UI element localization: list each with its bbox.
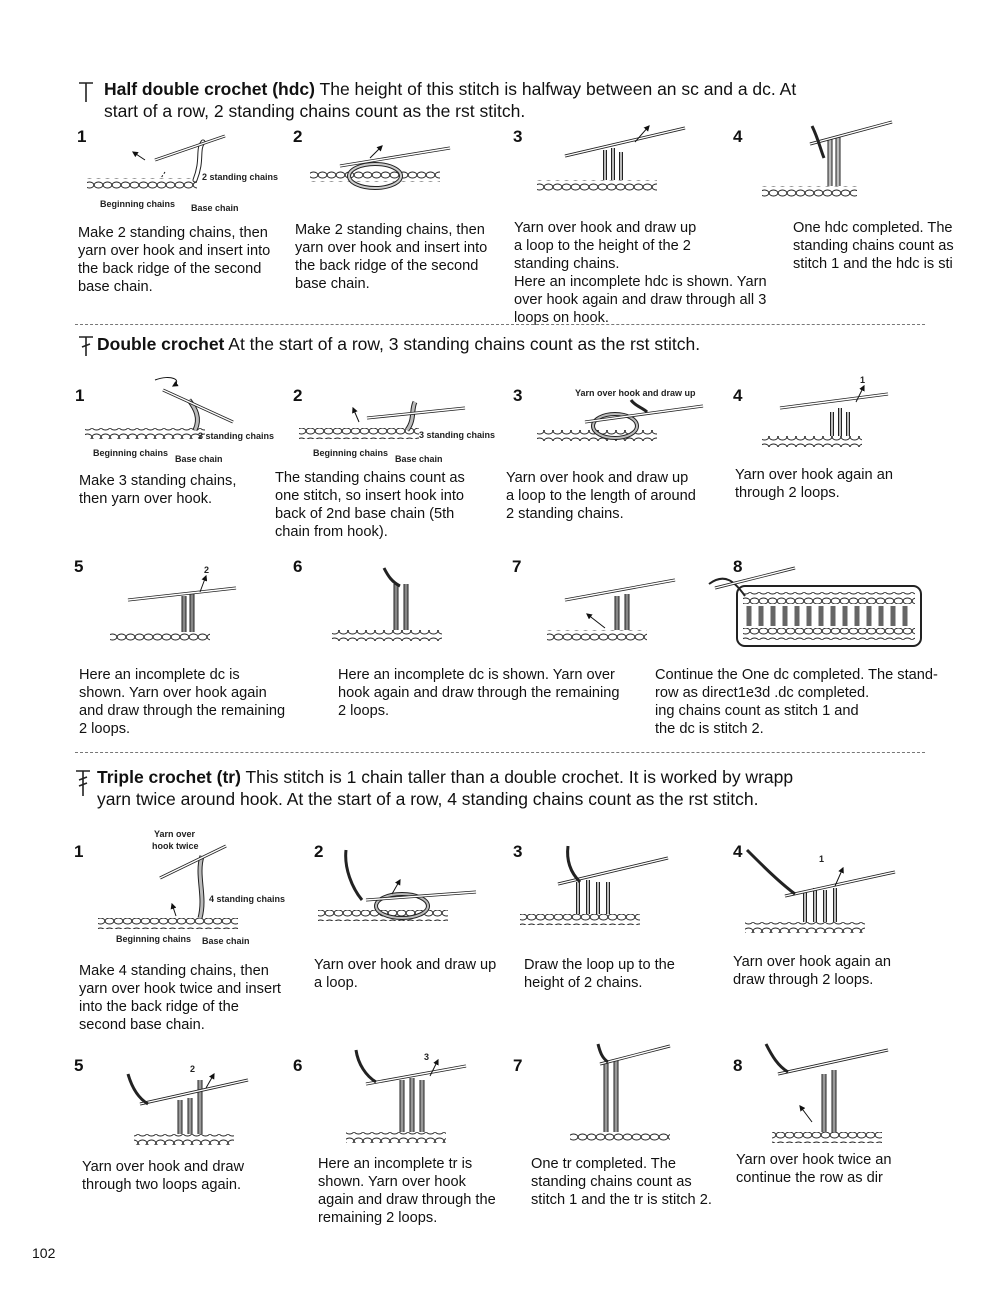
tr-step-2-caption: Yarn over hook and draw up a loop. <box>314 957 497 991</box>
hdc-step-1-caption: Make 2 standing chains, then yarn over hook and insert into the back ridge of the second base chain. <box>78 225 271 295</box>
dc-step-8-number: 8 <box>733 557 743 576</box>
tr-step-6-caption: Here an incomplete tr is shown. Yarn over hook again and draw through the remaining 2 loops. <box>318 1156 496 1226</box>
tr-step-5-illustration <box>120 1058 260 1148</box>
tr-step-1-caption: Make 4 standing chains, then yarn over hook twice and insert into the back ridge of the second base chain. <box>79 963 281 1033</box>
dc-step-1-label-beginning: Beginning chains <box>93 448 169 458</box>
dc-step-6-number: 6 <box>293 557 303 576</box>
tr-step-2-illustration <box>316 848 496 933</box>
divider-1 <box>75 324 925 325</box>
tr-step-1-label-hooktwice: hook twice <box>152 841 199 851</box>
hdc-step-4-illustration <box>760 118 910 208</box>
dc-symbol-icon <box>77 334 95 363</box>
tr-step-6-number: 6 <box>293 1056 303 1075</box>
hdc-step-3-number: 3 <box>513 127 523 146</box>
dc-step-3-number: 3 <box>513 386 523 405</box>
tr-step-1-illustration <box>96 826 296 951</box>
tr-step-1-label-base: Base chain <box>202 936 250 946</box>
hdc-title-bold: Half double crochet (hdc) <box>104 79 315 99</box>
tr-step-3-number: 3 <box>513 842 523 861</box>
tr-title-line2: yarn twice around hook. At the start of a row, 4 standing chains count as the rst stitch. <box>97 789 759 809</box>
tr-step-7-illustration <box>560 1042 680 1147</box>
dc-step-5-caption: Here an incomplete dc is shown. Yarn over hook again and draw through the remaining 2 loops. <box>79 667 286 737</box>
dc-step-2-label-standing: 3 standing chains <box>419 430 496 440</box>
dc-step-5-label: 2 <box>204 565 210 575</box>
hdc-step-3-illustration <box>535 122 715 202</box>
hdc-step-4-number: 4 <box>733 127 743 146</box>
tr-step-2-number: 2 <box>314 842 324 861</box>
hdc-step-1-label-beginning: Beginning chains <box>100 199 176 209</box>
dc-step-8-illustration <box>705 566 925 651</box>
tr-step-5-label: 2 <box>190 1064 196 1074</box>
tr-step-1-label-standing: 4 standing chains <box>209 894 286 904</box>
tr-step-6-illustration <box>336 1046 476 1146</box>
dc-step-5-illustration <box>108 562 248 647</box>
hdc-step-4-caption: One hdc completed. The standing chains count as stitch 1 and the hdc is sti <box>793 220 954 272</box>
hdc-step-2-illustration <box>300 140 500 210</box>
dc-step-2-caption: The standing chains count as one stitch, so insert hook into back of 2nd base chain (5th chain from hook). <box>275 470 465 540</box>
tr-step-1-label-yarnover: Yarn over <box>154 829 196 839</box>
dc-step-4-caption: Yarn over hook again an through 2 loops. <box>735 467 893 501</box>
divider-2 <box>75 752 925 753</box>
hdc-title-line2: start of a row, 2 standing chains count as the rst stitch. <box>104 101 526 121</box>
tr-step-6-label: 3 <box>424 1052 430 1062</box>
hdc-title-rest: The height of this stitch is halfway between an sc and a dc. At <box>314 79 797 99</box>
dc-title-rest: At the start of a row, 3 standing chains count as the rst stitch. <box>224 334 701 354</box>
dc-step-4-number: 4 <box>733 386 743 405</box>
dc-step-2-illustration <box>297 386 497 466</box>
tr-step-4-caption: Yarn over hook again an draw through 2 loops. <box>733 954 891 988</box>
tr-title <box>97 766 793 810</box>
dc-step-3-caption: Yarn over hook and draw up a loop to the length of around 2 standing chains. <box>506 470 696 522</box>
tr-step-3-illustration <box>518 842 698 932</box>
tr-step-4-illustration <box>735 846 915 941</box>
tr-step-7-number: 7 <box>513 1056 523 1075</box>
hdc-step-3-caption: Yarn over hook and draw up a loop to the height of the 2 standing chains. Here an incomplete hdc is shown. Yarn over hook again and draw through all 3 loops on hook. <box>514 220 767 326</box>
tr-step-5-number: 5 <box>74 1056 84 1075</box>
tr-step-4-number: 4 <box>733 842 743 861</box>
dc-title <box>97 333 700 355</box>
tr-step-4-label: 1 <box>819 854 825 864</box>
dc-step-7-illustration <box>545 562 695 647</box>
dc-step-1-caption: Make 3 standing chains, then yarn over hook. <box>79 473 237 507</box>
tr-step-8-caption: Yarn over hook twice an continue the row as dir <box>736 1152 892 1186</box>
dc-step-2-label-base: Base chain <box>395 454 443 464</box>
tr-step-1-number: 1 <box>74 842 84 861</box>
dc-step-3-illustration <box>535 386 715 456</box>
dc-step-5-number: 5 <box>74 557 84 576</box>
hdc-step-1-label-standing: 2 standing chains <box>202 172 279 182</box>
hdc-step-1-number: 1 <box>77 127 87 146</box>
hdc-step-1-illustration <box>85 130 285 220</box>
dc-step-1-illustration <box>83 372 283 467</box>
dc-step-6-illustration <box>330 566 470 651</box>
dc-step-1-label-base: Base chain <box>175 454 223 464</box>
hdc-step-1-label-base: Base chain <box>191 203 239 213</box>
tr-step-5-caption: Yarn over hook and draw through two loops again. <box>82 1159 244 1193</box>
hdc-step-2-number: 2 <box>293 127 303 146</box>
dc-step-1-label-standing: 3 standing chains <box>198 431 275 441</box>
tr-step-8-illustration <box>758 1040 908 1145</box>
dc-step-7-number: 7 <box>512 557 522 576</box>
dc-title-bold: Double crochet <box>97 334 225 354</box>
tr-step-1-label-beginning: Beginning chains <box>116 934 192 944</box>
tr-step-8-number: 8 <box>733 1056 743 1075</box>
tr-title-bold: Triple crochet (tr) <box>97 767 241 787</box>
dc-step-6-caption: Here an incomplete dc is shown. Yarn over hook again and draw through the remaining 2 loops. <box>338 667 620 719</box>
hdc-step-2-caption: Make 2 standing chains, then yarn over hook and insert into the back ridge of the second base chain. <box>295 222 488 292</box>
hdc-title <box>104 78 796 122</box>
dc-step-4-label: 1 <box>860 375 866 385</box>
tr-step-7-caption: One tr completed. The standing chains count as stitch 1 and the tr is stitch 2. <box>531 1156 712 1208</box>
tr-title-rest: This stitch is 1 chain taller than a double crochet. It is worked by wrapp <box>240 767 794 787</box>
dc-step-2-number: 2 <box>293 386 303 405</box>
page-number: 102 <box>32 1245 56 1261</box>
dc-step-2-label-beginning: Beginning chains <box>313 448 389 458</box>
dc-step-8-caption: Continue the One dc completed. The stand- row as direct1e3d .dc completed. ing chains count as stitch 1 and the dc is stitch 2. <box>655 667 938 737</box>
dc-step-3-label: Yarn over hook and draw up <box>575 388 696 398</box>
hdc-symbol-icon <box>77 80 95 109</box>
tr-step-3-caption: Draw the loop up to the height of 2 chains. <box>524 957 675 991</box>
tr-symbol-icon <box>74 768 92 803</box>
dc-step-4-illustration <box>760 372 910 457</box>
dc-step-1-number: 1 <box>75 386 85 405</box>
